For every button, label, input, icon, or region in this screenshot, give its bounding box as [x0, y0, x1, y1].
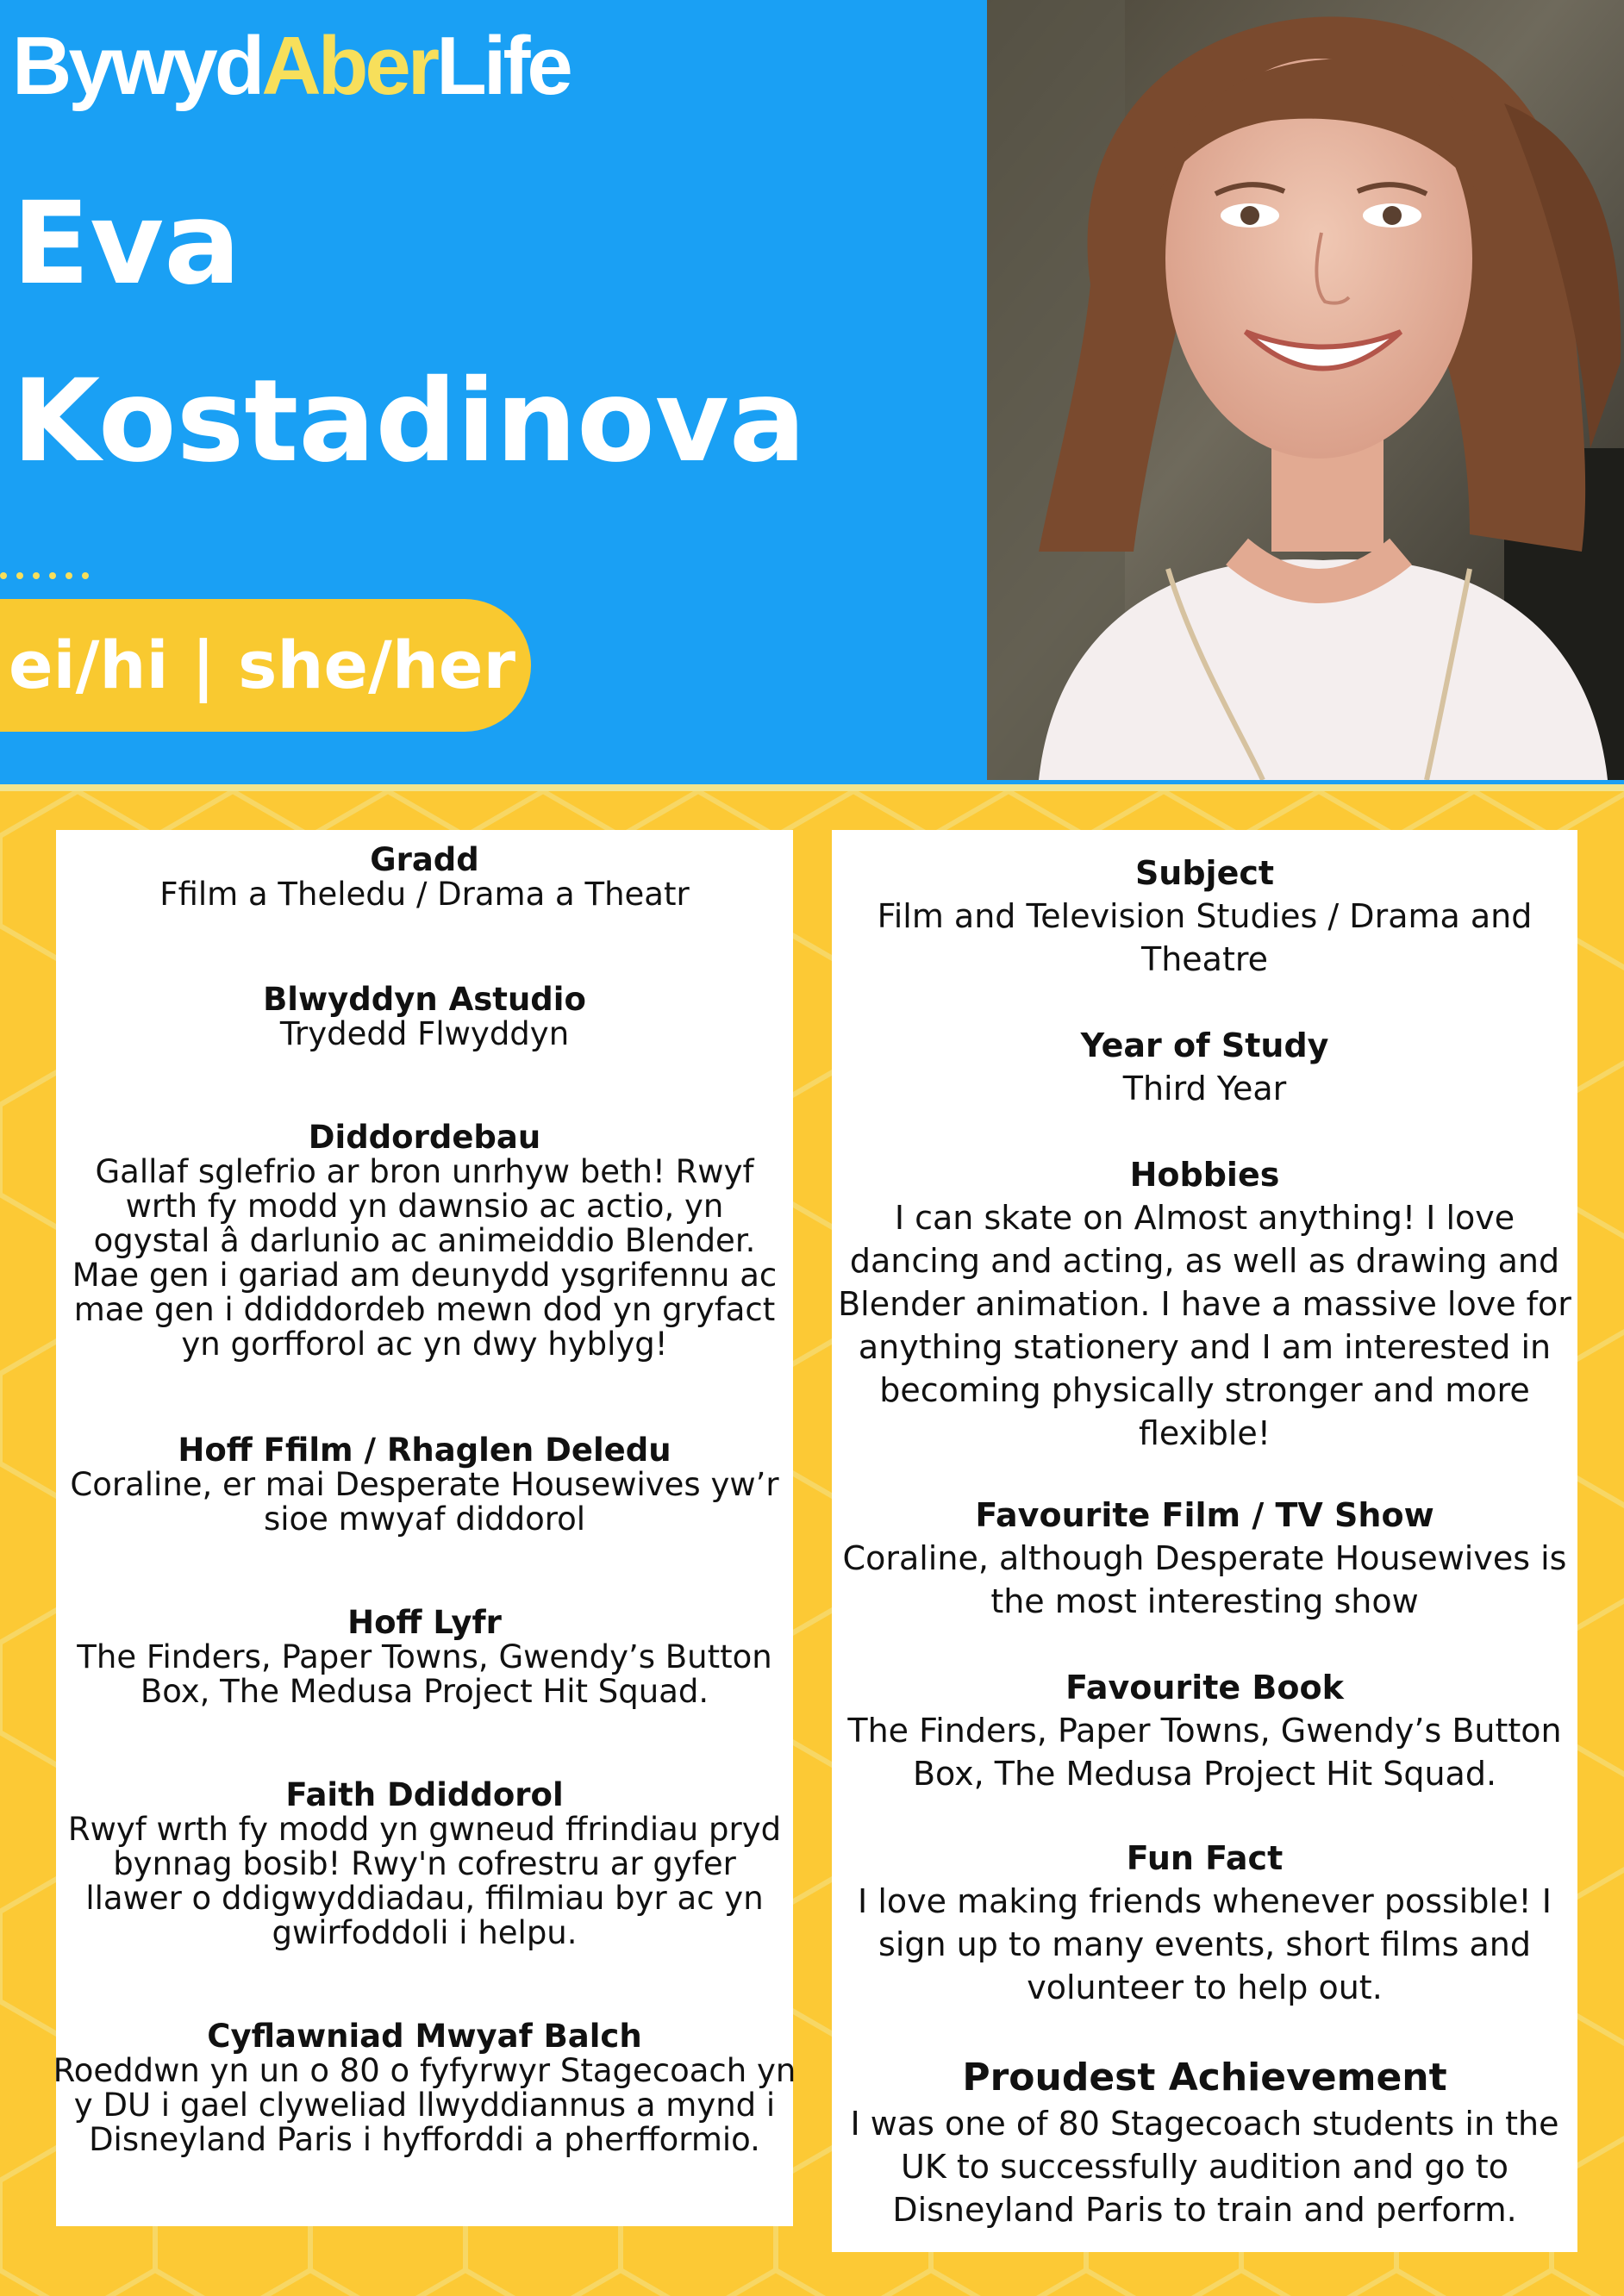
achievement-value: Roeddwn yn un o 80 o fyfyrwyr Stagecoach yn y DU i gael clyweliad llwyddiannus a mynd i Disneyland Paris i hyfforddi a pherfformio. [53, 2052, 796, 2158]
book-label: Hoff Lyfr [347, 1604, 502, 1641]
english-info-card [832, 830, 1577, 2252]
pronouns-badge: ei/hi | she/her [0, 599, 531, 732]
year-value: Trydedd Flwyddyn [279, 1015, 570, 1052]
achievement-label: Cyflawniad Mwyaf Balch [207, 2018, 642, 2055]
film-label: Hoff Ffilm / Rhaglen Deledu [178, 1432, 671, 1469]
year-section-en [832, 1024, 1577, 1110]
book-value: The Finders, Paper Towns, Gwendy’s Button Box, The Medusa Project Hit Squad. [77, 1638, 772, 1710]
brand-logo [12, 19, 570, 114]
degree-section-cy [56, 843, 793, 912]
film-label-en: Favourite Film / TV Show [975, 1496, 1434, 1534]
header-banner [0, 0, 1624, 784]
achievement-section-en [832, 2054, 1577, 2231]
hobbies-label: Diddordebau [308, 1119, 541, 1156]
profile-photo [987, 0, 1624, 780]
fun-fact-label: Faith Ddiddorol [285, 1776, 564, 1813]
subject-value: Film and Television Studies / Drama and Theatre [877, 897, 1533, 978]
fun-fact-value: Rwyf wrth fy modd yn gwneud ffrindiau pryd bynnag bosib! Rwy'n cofrestru ar gyfer llawer o ddigwyddiadau, ffilmiau byr ac yn gwirfoddoli i helpu. [67, 1811, 782, 1951]
decorative-dots [0, 572, 89, 579]
header-divider [0, 784, 1624, 791]
fun-fact-section-cy [60, 1778, 789, 1950]
person-name [12, 155, 960, 510]
first-name: Eva [12, 178, 241, 310]
year-of-study-label: Year of Study [1080, 1026, 1329, 1064]
fun-fact-label-en: Fun Fact [1126, 1839, 1284, 1877]
film-section-en [832, 1494, 1577, 1623]
hobbies-section-en [830, 1153, 1579, 1455]
degree-label: Gradd [370, 841, 479, 878]
achievement-label-en: Proudest Achievement [962, 2056, 1447, 2099]
book-label-en: Favourite Book [1065, 1669, 1344, 1706]
degree-value: Ffilm a Theledu / Drama a Theatr [159, 876, 690, 913]
hobbies-section-cy [65, 1120, 784, 1362]
hobbies-value-en: I can skate on Almost anything! I love dancing and acting, as well as drawing and Blender animation. I have a massive love for anything stationery and I am interested in becoming physically stronger and more flexible! [838, 1199, 1571, 1452]
year-label: Blwyddyn Astudio [263, 981, 586, 1018]
book-section-cy [52, 1606, 797, 1709]
achievement-value-en: I was one of 80 Stagecoach students in the UK to successfully audition and go to Disneyland Paris to train and perform. [850, 2105, 1559, 2229]
hobbies-value: Gallaf sglefrio ar bron unrhyw beth! Rwyf wrth fy modd yn dawnsio ac actio, yn ogystal â darlunio ac animeiddio Blender. Mae gen i gariad am deunydd ysgrifennu ac mae gen i ddiddordeb mewn dod yn gryfact yn gorfforol ac yn dwy hyblyg! [72, 1153, 778, 1363]
book-value-en: The Finders, Paper Towns, Gwendy’s Button Box, The Medusa Project Hit Squad. [847, 1712, 1562, 1793]
book-section-en [832, 1666, 1577, 1795]
fun-fact-value-en: I love making friends whenever possible! I sign up to many events, short films and volunteer to help out. [858, 1882, 1552, 2006]
year-of-study-value: Third Year [1122, 1070, 1287, 1107]
film-value-en: Coraline, although Desperate Housewives is the most interesting show [842, 1539, 1567, 1620]
achievement-section-cy [47, 2019, 802, 2157]
film-value: Coraline, er mai Desperate Housewives yw’r sioe mwyaf diddorol [70, 1466, 779, 1538]
subject-label: Subject [1134, 854, 1275, 892]
subject-section-en [849, 852, 1560, 981]
brand-logo-part1: Bywyd [12, 20, 262, 112]
welsh-info-card [53, 830, 796, 2226]
year-section-cy [56, 983, 793, 1051]
film-section-cy [47, 1433, 802, 1537]
hobbies-label-en: Hobbies [1129, 1156, 1280, 1194]
brand-logo-part3: Life [436, 20, 570, 112]
fun-fact-section-en [845, 1837, 1565, 2009]
brand-logo-part2: Aber [261, 20, 437, 112]
last-name: Kostadinova [12, 355, 806, 488]
